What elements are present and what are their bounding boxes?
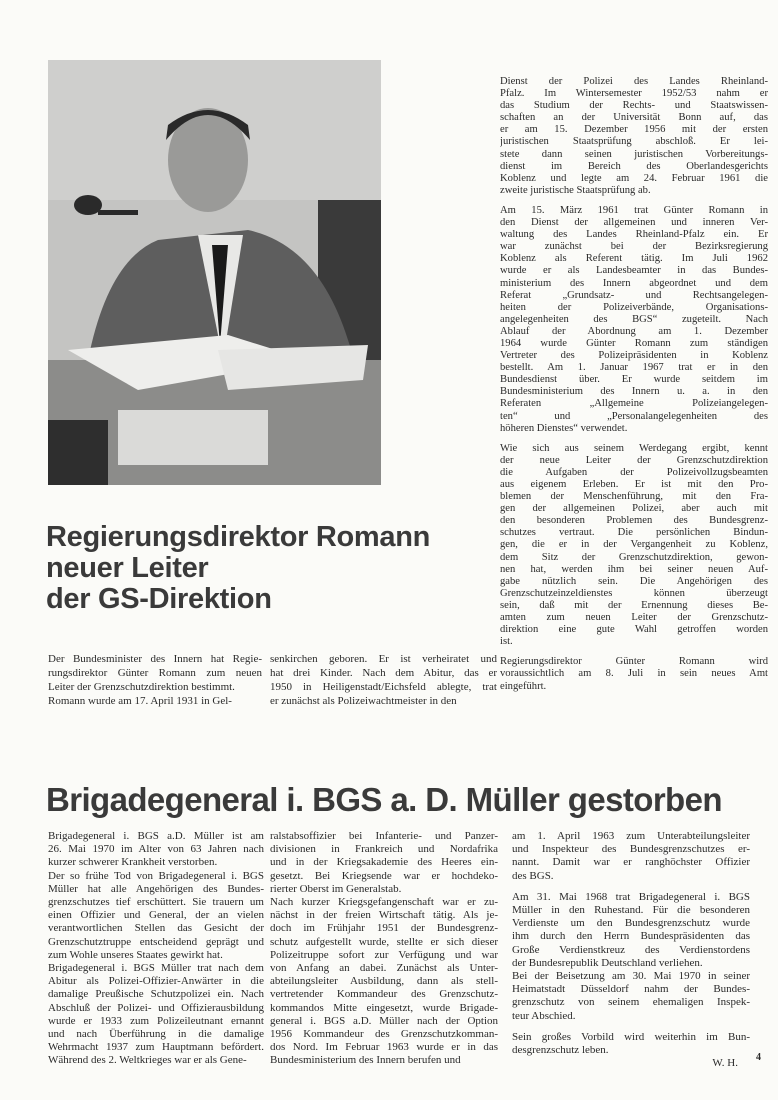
paragraph <box>270 652 497 708</box>
paragraph <box>48 962 264 1068</box>
text-line: 26. Mai 1970 im Alter von 63 Jahren nach <box>48 843 264 856</box>
article1-intro-column-2 <box>270 652 497 708</box>
text-line: Am 15. März 1961 trat Günter Romann in <box>500 204 768 216</box>
text-line: Dienst der Polizei des Landes Rheinland- <box>500 76 768 87</box>
text-line: Wie sich aus seinem Werdegang ergibt, kennt <box>500 442 768 454</box>
text-line: dienst im Bereich des Oberlandesgerichts <box>500 160 768 172</box>
text-line: Am 31. Mai 1968 trat Brigadegeneral i. BGS <box>512 890 750 903</box>
text-line: kurzer schwerer Krankheit verstorben. <box>48 856 218 869</box>
paragraph <box>270 896 498 1068</box>
text-line: er am 15. Dezember 1956 mit der ersten <box>500 124 768 136</box>
text-line: einen Offizier und General, der an vielen <box>48 909 264 922</box>
article2-column-1 <box>48 830 264 1068</box>
text-line: das Studium der Rechts- und Staatswissen- <box>500 100 768 112</box>
text-line: der Bundesrepublik Deutschland verliehen. <box>512 956 703 969</box>
text-line: ten“ und „Personalangelegenheiten des <box>500 410 768 422</box>
text-line: Regierungsdirektor Günter Romann wird <box>500 656 768 668</box>
headline-line: neuer Leiter <box>46 552 209 584</box>
text-line: 1956 Kommandeur des Grenzschutzkomman- <box>270 1028 498 1041</box>
text-line: war zunächst bei der Bezirksregierung <box>500 241 768 253</box>
text-line: ministerium des Innern abgeordnet und dem <box>500 277 768 289</box>
text-line: amten zum neuen Leiter der Grenzschutz- <box>500 612 768 624</box>
paragraph <box>512 891 750 970</box>
text-line: hat drei Kinder. Nach dem Abitur, das er <box>270 667 497 680</box>
text-line: Leiter der Grenzschutzdirektion bestimmt. <box>48 681 235 694</box>
text-line: 1950 in Heiligenstadt/Eichsfeld ablegte, trat <box>270 681 497 694</box>
text-line: Referat „Grundsatz- und Rechtsangelegen- <box>500 289 768 301</box>
text-line: Referaten „Allgemeine Polizeiangelegen- <box>500 398 768 410</box>
text-line: Koblenz als Referent tätig. Im Juli 1962 <box>500 253 768 265</box>
text-line: Polizeitruppe sofort zur Verfügung und war <box>270 948 498 961</box>
paragraph <box>48 694 262 708</box>
text-line: Brigadegeneral i. BGS Müller trat nach dem <box>48 962 264 975</box>
paragraph <box>512 830 750 883</box>
text-line: grenzschutz von seinem ehemaligen Inspek- <box>512 996 750 1009</box>
text-line: und Inspekteur des Bundesgrenzschutzes er- <box>512 843 750 856</box>
text-line: abteilungsleiter Ausbildung, dann als stell- <box>270 975 498 988</box>
text-line: Grenzschutztruppe entscheidend geprägt und <box>48 935 264 948</box>
text-line: von Anfang an dabei. Zunächst als Unter- <box>270 962 498 975</box>
text-line: ist. <box>500 636 513 648</box>
text-line: und in der Kriegsakademie des Heeres ein- <box>270 856 498 869</box>
text-line: rierter Oberst im Generalstab. <box>270 882 402 895</box>
text-line: den besonderen Problemen des Bundesgrenz- <box>500 515 768 527</box>
text-line: schaften an der Universität Bonn auf, das <box>500 112 768 124</box>
text-line: Romann wurde am 17. April 1931 in Gel- <box>48 695 232 708</box>
headline-line: Regierungsdirektor Romann <box>46 521 431 553</box>
text-line: doch im Frühjahr 1951 der Bundesgrenz- <box>270 922 498 935</box>
text-line: ihm durch den Herrn Bundespräsidenten das <box>512 930 750 943</box>
text-line: Wehrmacht 1937 zum Hauptmann befördert. <box>48 1041 264 1054</box>
article1-right-column <box>500 76 768 693</box>
author-signature: W. H. <box>712 1057 738 1070</box>
text-line: rungsdirektor Günter Romann zum neuen <box>48 667 262 680</box>
text-line: die Aufgaben der Polizeivollzugsbeamten <box>500 466 768 478</box>
text-line: wurde er 1933 zum Polizeileutnant ernannt <box>48 1014 264 1027</box>
text-line: Müller in den Ruhestand. Für die besonderen <box>512 904 750 917</box>
text-line: desgrenzschutz leben. <box>512 1044 609 1057</box>
text-line: Müller hat alle Angehörigen des Bundes- <box>48 882 264 895</box>
text-line: Der Bundesminister des Innern hat Regie- <box>48 653 262 665</box>
text-line: stete dann seinen juristischen Vorbereitungs- <box>500 148 768 160</box>
text-line: Abschluß der Polizei- und Offizierausbildung <box>48 1001 264 1014</box>
text-line: Während des 2. Weltkrieges war er als Gene- <box>48 1054 247 1067</box>
article2-headline: Brigadegeneral i. BGS a. D. Müller gestorben <box>46 781 722 818</box>
text-line: und nach Überführung in die damalige <box>48 1028 264 1041</box>
text-line: gen der allgemeinen Polizei, aber auch mit <box>500 503 768 515</box>
paragraph <box>512 970 750 1023</box>
text-line: sein, daß mit der Ernennung dieses Be- <box>500 599 768 611</box>
text-line: gabe nützlich sein. Die Angehörigen des <box>500 575 768 587</box>
paragraph <box>48 830 264 870</box>
text-line: grenzschutzes tief erschüttert. Sie trauern um <box>48 896 264 909</box>
portrait-photo <box>48 60 381 485</box>
paragraph <box>48 870 264 962</box>
paragraph <box>500 443 768 649</box>
text-line: Sein großes Vorbild wird weiterhin im Bun- <box>512 1030 750 1043</box>
paragraph <box>500 205 768 435</box>
text-line: kommandos Mitte eingesetzt, wurde Brigade- <box>270 1001 498 1014</box>
text-line: Grenzschutzeinzeldienstes können überzeugt <box>500 587 768 599</box>
text-line: Brigadegeneral i. BGS a.D. Müller ist am <box>48 830 264 842</box>
page-number: 4 <box>756 1052 761 1063</box>
text-line: verantwortlichen Stellen das Gesicht der <box>48 922 264 935</box>
text-line: direktion eine gute Wahl getroffen worden <box>500 624 768 636</box>
text-line: schutz aufgestellt wurde, stellte er sich dieser <box>270 935 498 948</box>
text-line: nannt. Damit war er ranghöchster Offizier <box>512 856 750 869</box>
article2-column-3 <box>512 830 750 1070</box>
text-line: Bei der Beisetzung am 30. Mai 1970 in seiner <box>512 970 750 983</box>
text-line: eingeführt. <box>500 680 547 692</box>
text-line: Koblenz und legte am 24. Februar 1961 die <box>500 172 768 184</box>
text-line: schutzes vertraut. Die persönlichen Bindun- <box>500 527 768 539</box>
text-line: ralstabsoffizier bei Infanterie- und Panzer- <box>270 830 498 842</box>
text-line: vertretender Kommandeur des Grenzschutz- <box>270 988 498 1001</box>
article1-headline <box>46 522 430 615</box>
paragraph <box>500 76 768 197</box>
paragraph <box>512 1031 750 1057</box>
text-line: 1964 wurde Günter Romann zum ständigen <box>500 337 768 349</box>
text-line: juristischen Staatsprüfung abschloß. Er lei- <box>500 136 768 148</box>
text-line: zweite juristische Staatsprüfung ab. <box>500 184 651 196</box>
text-line: teur Abschied. <box>512 1009 576 1022</box>
text-line: am 1. April 1963 zum Unterabteilungsleiter <box>512 830 750 842</box>
paragraph <box>270 830 498 896</box>
text-line: er zunächst als Polizeiwachtmeister in den <box>270 695 457 708</box>
text-line: gen, die er in der Vergangenheit zu Koblenz, <box>500 539 768 551</box>
text-line: senkirchen geboren. Er ist verheiratet und <box>270 653 497 665</box>
text-line: blemen der Menschenführung, mit den Fra- <box>500 491 768 503</box>
text-line: Große Verdienstkreuz des Verdienstordens <box>512 943 750 956</box>
text-line: Der so frühe Tod von Brigadegeneral i. BGS <box>48 869 264 882</box>
text-line: wurde er als Landesbeamter in das Bundes- <box>500 265 768 277</box>
text-line: Ablauf der Abordnung am 1. Dezember <box>500 325 768 337</box>
text-line: Bundesministerium des Innern u. a. in den <box>500 386 768 398</box>
text-line: general i. BGS a.D. Müller nach der Option <box>270 1014 498 1027</box>
text-line: dem Sitz der Grenzschutzdirektion, gewon- <box>500 551 768 563</box>
text-line: Abitur als Polizei-Offizier-Anwärter in die <box>48 975 264 988</box>
text-line: angelegenheiten des BGS“ zugeteilt. Nach <box>500 313 768 325</box>
text-line: nen hat, werden ihm bei seiner neuen Auf- <box>500 563 768 575</box>
text-line: Pfalz. Im Wintersemester 1952/53 nahm er <box>500 88 768 100</box>
text-line: dos Nord. Im Februar 1963 wurde er in das <box>270 1041 498 1054</box>
text-line: Verdienste um den Bundesgrenzschutz wurde <box>512 917 750 930</box>
text-line: waltung des Landes Rheinland-Pfalz ein. Er <box>500 229 768 241</box>
text-line: bestellt. Am 1. Januar 1967 trat er in den <box>500 362 768 374</box>
text-line: des BGS. <box>512 869 554 882</box>
text-line: Vertreter des Polizeipräsidenten in Koblenz <box>500 350 768 362</box>
text-line: zum Wohle unseres Staates gewirkt hat. <box>48 948 223 961</box>
text-line: Nach kurzer Kriegsgefangenschaft war er zu- <box>270 896 498 909</box>
text-line: Heimatstadt Düsseldorf nahm der Bundes- <box>512 983 750 996</box>
text-line: heiten der Polizeiverbände, Organisations- <box>500 301 768 313</box>
text-line: gesetzt. Bei Kriegsende war er hochdeko- <box>270 869 498 882</box>
text-line: divisionen in Frankreich und Nordafrika <box>270 843 498 856</box>
text-line: Bundesministerium des Innern berufen und <box>270 1054 461 1067</box>
paragraph <box>500 656 768 692</box>
text-line: damalige Preußische Schutzpolizei ein. Nach <box>48 988 264 1001</box>
text-line: der neue Leiter der Grenzschutzdirektion <box>500 454 768 466</box>
text-line: voraussichtlich am 8. Juli in sein neues Amt <box>500 668 768 680</box>
text-line: höheren Dienstes“ verwendet. <box>500 422 628 434</box>
text-line: nächst in der freien Wirtschaft tätig. Als je- <box>270 909 498 922</box>
article2-column-2 <box>270 830 498 1068</box>
headline-line: der GS-Direktion <box>46 583 272 615</box>
text-line: den Dienst der allgemeinen und inneren Ver- <box>500 217 768 229</box>
text-line: Bundesdienst über. Er wurde seitdem im <box>500 374 768 386</box>
paragraph <box>48 652 262 694</box>
article1-intro-column-1 <box>48 652 262 708</box>
text-line: aus eigenem Erleben. Er ist mit den Pro- <box>500 479 768 490</box>
